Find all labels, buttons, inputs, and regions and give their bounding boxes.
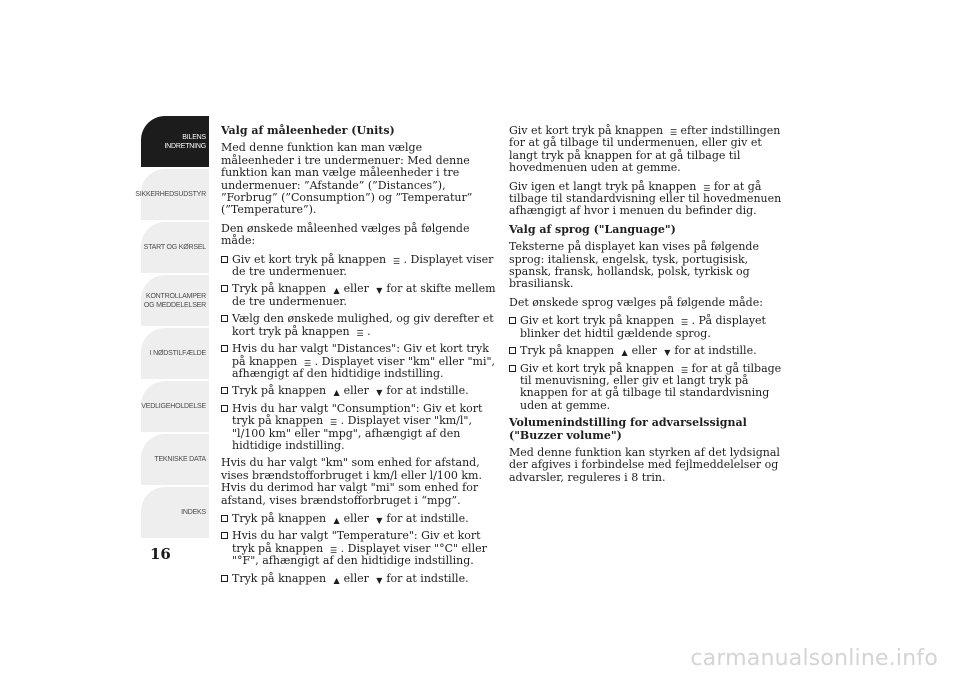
text-run: eller — [343, 571, 373, 585]
up-button-icon: ▲ — [621, 348, 628, 358]
bullet-item — [509, 315, 784, 340]
menu-button-icon: ☰ — [680, 365, 689, 375]
text-run: . — [367, 324, 371, 338]
bullet-item — [221, 530, 496, 567]
bullet-item — [221, 403, 496, 453]
menu-button-icon: ☰ — [703, 183, 711, 193]
up-button-icon: ▲ — [333, 286, 340, 296]
text-run: eller — [631, 344, 661, 358]
bullet-item — [221, 513, 496, 525]
checkbox-bullet-icon — [221, 575, 228, 582]
menu-button-icon: ☰ — [356, 328, 364, 338]
chapter-tab[interactable]: SIKKERHEDSUDSTYR — [141, 169, 209, 221]
section-heading: Valg af måleenheder (Units) — [221, 124, 395, 137]
checkbox-bullet-icon — [509, 365, 516, 372]
paragraph: Hvis du har valgt "km" som enhed for afstand, vises brændstofforbruget i km/l eller l/100 km. Hvis du derimod har valgt "mi" som enhed for afstand, vises brændstofforbruget i “mpg”. — [221, 456, 482, 507]
checkbox-bullet-icon — [221, 387, 228, 394]
text-run: eller — [343, 511, 373, 525]
page-number: 16 — [150, 545, 171, 563]
chapter-tab[interactable]: START OG KØRSEL — [141, 222, 209, 274]
menu-button-icon: ☰ — [392, 256, 401, 266]
checkbox-bullet-icon — [221, 345, 228, 352]
menu-button-icon: ☰ — [680, 318, 689, 328]
text-run: Hvis du har valgt "Consumption": Giv et kort tryk på knappen — [232, 401, 483, 428]
checkbox-bullet-icon — [221, 405, 228, 412]
paragraph: Den ønskede måleenhed vælges på følgende måde: — [221, 221, 470, 248]
down-button-icon: ▼ — [376, 286, 383, 296]
bullet-item — [509, 363, 784, 413]
bullet-item — [221, 254, 496, 279]
menu-button-icon: ☰ — [669, 128, 678, 137]
down-button-icon: ▼ — [376, 388, 383, 398]
checkbox-bullet-icon — [509, 317, 516, 324]
paragraph: Det ønskede sprog vælges på følgende måde: — [509, 295, 763, 309]
bullet-item — [221, 385, 496, 397]
text-run: Tryk på knappen — [232, 511, 330, 525]
down-button-icon: ▼ — [664, 348, 671, 358]
text-run: Giv et kort tryk på knappen — [232, 252, 390, 266]
checkbox-bullet-icon — [509, 347, 516, 354]
section-heading: Volumenindstilling for advarselssignal ("Buzzer volume") — [509, 416, 747, 442]
checkbox-bullet-icon — [221, 285, 228, 292]
text-run: for at indstille. — [386, 384, 469, 398]
down-button-icon: ▼ — [376, 575, 383, 585]
text-run: for at indstille. — [386, 511, 469, 525]
text-run: eller — [343, 282, 373, 296]
paragraph: Teksterne på displayet kan vises på følgende sprog: italiensk, engelsk, tysk, portugisisk, spansk, fransk, hollandsk, polsk, tyrkisk og brasiliansk. — [509, 240, 759, 291]
text-run: Tryk på knappen — [232, 384, 330, 398]
paragraph: Med denne funktion kan styrken af det lydsignal der afgives i forbindelse med fejlmeddelelser og advarsler, reguleres i 8 trin. — [509, 445, 780, 484]
text-run: for at skifte mellem de tre undermenuer. — [232, 282, 496, 308]
checkbox-bullet-icon — [221, 256, 228, 263]
paragraph — [509, 181, 784, 218]
paragraph: Med denne funktion kan man vælge måleenheder i tre undermenuer: Med denne funktion kan man vælge måleenheder i tre undermenuer: ”Afstande” (”Distances”), ”Forbrug” (”Consumption”) og ”Temperatur” (”Temperature”). — [221, 141, 473, 217]
chapter-tab[interactable]: BILENS INDRETNING — [141, 116, 209, 168]
bullet-item — [509, 345, 784, 357]
left-column — [221, 125, 496, 590]
text-run: Giv et kort tryk på knappen — [520, 314, 678, 328]
text-run: for at gå tilbage til standardvisning eller til hovedmenuen afhængigt af hvor i menuen du befinder dig. — [509, 179, 782, 218]
right-column — [509, 125, 784, 490]
text-run: for at indstille. — [674, 344, 757, 358]
menu-button-icon: ☰ — [303, 358, 312, 368]
section-heading: Valg af sprog ("Language") — [509, 222, 676, 236]
text-run: Giv et kort tryk på knappen — [509, 124, 667, 137]
text-run: . Displayet viser "km/l", "l/100 km" eller "mpg", afhængigt af den hidtidige indstilling. — [232, 414, 472, 452]
checkbox-bullet-icon — [221, 532, 228, 539]
text-run: Tryk på knappen — [232, 282, 330, 296]
paragraph — [509, 125, 784, 175]
text-run: Tryk på knappen — [232, 571, 330, 585]
bullet-item — [221, 573, 496, 585]
text-run: for at indstille. — [386, 571, 469, 585]
bullet-item — [221, 283, 496, 308]
menu-button-icon: ☰ — [330, 418, 338, 428]
bullet-item — [221, 313, 496, 338]
text-run: efter indstillingen for at gå tilbage til undermenuen, eller giv et langt tryk på knappen for at gå tilbage til hovedmenuen uden at gemme. — [509, 124, 781, 175]
checkbox-bullet-icon — [221, 515, 228, 522]
menu-button-icon: ☰ — [330, 545, 338, 555]
text-run: . På displayet blinker det hidtil gældende sprog. — [520, 314, 766, 340]
text-run: Giv igen et langt tryk på knappen — [509, 179, 700, 193]
chapter-tab[interactable]: I NØDSTILFÆLDE — [141, 328, 209, 380]
chapter-tab[interactable]: TEKNISKE DATA — [141, 434, 209, 486]
text-run: . Displayet viser "°C" eller "°F", afhængigt af den hidtidige indstilling. — [232, 541, 487, 568]
up-button-icon: ▲ — [333, 388, 340, 398]
text-run: Hvis du har valgt "Temperature": Giv et kort tryk på knappen — [232, 529, 481, 555]
chapter-tab[interactable]: INDEKS — [141, 487, 209, 539]
text-run: eller — [343, 384, 373, 398]
chapter-tab[interactable]: VEDLIGEHOLDELSE — [141, 381, 209, 433]
checkbox-bullet-icon — [221, 315, 228, 322]
text-run: Hvis du har valgt "Distances": Giv et kort tryk på knappen — [232, 342, 489, 368]
up-button-icon: ▲ — [333, 575, 340, 585]
text-run: Tryk på knappen — [520, 344, 618, 358]
up-button-icon: ▲ — [333, 515, 340, 525]
chapter-sidebar — [135, 116, 209, 540]
down-button-icon: ▼ — [376, 515, 383, 525]
text-run: Giv et kort tryk på knappen — [520, 361, 678, 375]
text-run: Vælg den ønskede mulighed, og giv derefter et kort tryk på knappen — [232, 312, 494, 338]
watermark: carmanualsonline.info — [690, 646, 938, 671]
bullet-item — [221, 343, 496, 380]
chapter-tab[interactable]: KONTROLLAMPER OG MEDDELELSER — [141, 275, 209, 327]
text-run: . Displayet viser de tre undermenuer. — [232, 252, 494, 279]
text-run: for at gå tilbage til menuvisning, eller giv et langt tryk på knappen for at gå tilbage til standardvisning uden at gemme. — [520, 361, 782, 412]
text-run: . Displayet viser "km" eller "mi", afhængigt af den hidtidige indstilling. — [232, 354, 496, 380]
